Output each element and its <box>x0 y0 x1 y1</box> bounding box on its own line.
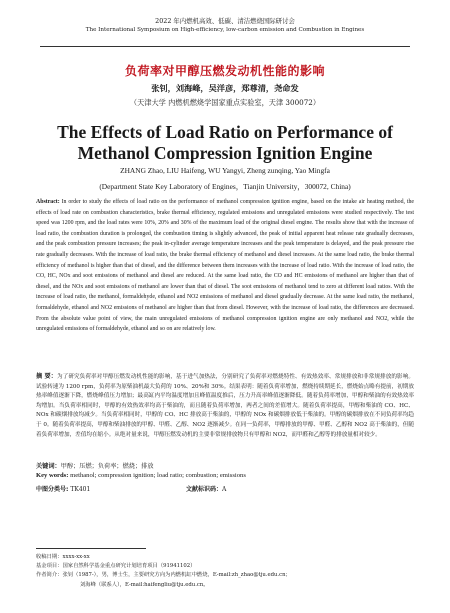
en-keywords-label: Key words: <box>36 472 69 479</box>
conference-name-cn: 2022 年内燃机高效、低碳、清洁燃烧国际研讨会 <box>155 17 295 25</box>
header-rule <box>40 46 410 47</box>
chinese-keywords <box>36 461 414 470</box>
page-header <box>0 17 450 34</box>
chinese-authors: 张钊，刘海峰，吴洋彦，郑尊清，尧命发 <box>151 83 299 93</box>
english-title: The Effects of Load Ratio on Performance of Methanol Compression Ignition Engine <box>57 122 393 163</box>
fund-project: 基金项目：国家自然科学基金重点研究计划培育项目（91941102） <box>36 563 196 570</box>
doc-code-label: 文献标识码： <box>186 486 223 493</box>
cn-abstract-label: 摘 要： <box>36 373 58 380</box>
english-authors: ZHANG Zhao, LIU Haifeng, WU Yangyi, Zheng zunqing, Yao Mingfa <box>120 166 330 175</box>
en-keywords-text: methanol; compression ignition; load ratio; combustion; emissions <box>68 472 246 479</box>
chinese-abstract <box>36 372 414 440</box>
cn-keywords-label: 关键词： <box>36 463 61 470</box>
abstract-text: In order to study the effects of load ratio on the performance of methanol compression ignition engine, based on the intake air heating method, the effects of load rate on combustion characteristics, brake thermal efficiency, regulated emissions and unregulated emissions were studied respectively. The test speed was 1200 rpm, and the load rates were 10%, 20% and 30% of the maximum load of the original diesel engine. The results show that with the increase of load ratio, the combustion duration is prolonged, the combustion timing is slightly advanced, the peak of initial apparent heat release rate gradually decreases, and the peak combustion pressure increases; the peak in-cylinder average temperature increases and the peak temperature is delayed, and the peak pressure rise rate gradually decreases. With the increase of load ratio, the brake thermal efficiency of methanol and diesel increases. At the same load ratio, the brake thermal efficiency of methanol is higher than that of diesel, and the difference between them increases with the increase of load ratio. With the increase of load ratio, the CO, HC, NOx and soot emissions of methanol and diesel are reduced. At the same load ratio, the CO and HC emissions of methanol are higher than that of diesel, and the NOx and soot emissions of methanol are lower than that of diesel. The soot emissions of methanol tend to zero at different load ratios. With the increase of load ratio, the methanol, formaldehyde, ethanol and NO2 emissions of methanol and diesel gradually decrease. At the same load ratio, the methanol, formaldehyde, ethanol and NO2 emissions of methanol are higher than that from diesel. However, with the increase of load ratio, the differences are decreased. From the absolute value point of view, the main unregulated emissions of methanol compression ignition engine are only methanol and NO2, while the unregulated emissions of formaldehyde, ethanol and so on are relatively low. <box>36 199 414 333</box>
footnote-rule <box>36 548 146 549</box>
english-keywords <box>36 472 414 479</box>
abstract-label: Abstract: <box>36 199 60 205</box>
corresponding-author: 刘海峰（联系人），E-mail:haifengliu@tju.edu.cn。 <box>80 581 209 588</box>
doc-code <box>186 484 226 493</box>
chinese-affiliation: （天津大学 内燃机燃烧学国家重点实验室，天津 300072） <box>129 98 321 107</box>
footnotes <box>36 553 414 590</box>
english-affiliation: (Department State Key Laboratory of Engines，Tianjin University，300072, China) <box>99 182 351 191</box>
received-date: 收稿日期：xxxx-xx-xx <box>36 554 90 560</box>
chinese-title: 负荷率对甲醇压燃发动机性能的影响 <box>124 64 325 78</box>
classification-row <box>36 484 414 493</box>
author-bio: 作者简介：张钊（1987-），男，博士生，主要研究方向为内燃机缸中燃烧，E-mail:zh_zhao@tju.edu.cn； <box>36 572 291 579</box>
cn-keywords-text: 甲醇；压燃；负荷率；燃烧；排放 <box>60 463 154 470</box>
english-abstract <box>36 197 414 335</box>
clc-label: 中图分类号: <box>36 486 69 493</box>
conference-name-en: The International Symposium on High-efficiency, low-carbon emission and Combustion in Engines <box>85 27 365 33</box>
clc-value: TK401 <box>70 486 91 493</box>
cn-abstract-text: 为了研究负荷率对甲醇压燃发动机性能的影响，基于进气加热法，分别研究了负荷率对燃烧特性、有效热效率、常规排放和非常规排放的影响。试验转速为 1200 rpm，负荷率为原柴油机最大负荷的 10%、20%和 30%。结果表明：随着负荷率增加，燃烧持续期延长，燃烧始点略有提前，初期放热率峰值逐渐下降，燃烧峰值压力增加；最高缸内平均温度增加且峰值温度推后，压力升高率峰值逐渐降低。随着负荷率增加，甲醇和柴油的有效热效率均增加。当负荷率相同时，甲醇的有效热效率均高于柴油的，而且随着负荷率增加，两者之间的差值增大。随着负荷率提高，甲醇和柴油的 CO、HC、NOx 和碳烟排放均减少。当负荷率相同时，甲醇的 CO、HC 排放高于柴油的，甲醇的 NOx 和碳烟排放低于柴油的。甲醇的碳烟排放在不同负荷率均趋于 0。随着负荷率提高，甲醇和柴油排放的甲醇、甲醛、乙醇、NO2 逐渐减少。在同一负荷率，甲醇排放的甲醇、甲醛、乙醇和 NO2 高于柴油的，但随着负荷率增加，差值均在缩小。从绝对量来说，甲醇压燃发动机的主要非常规排放物只有甲醇和 NO2，而甲醛和乙醇等的排放量相对较少。 <box>36 374 414 438</box>
doc-code-value: A <box>222 486 227 493</box>
